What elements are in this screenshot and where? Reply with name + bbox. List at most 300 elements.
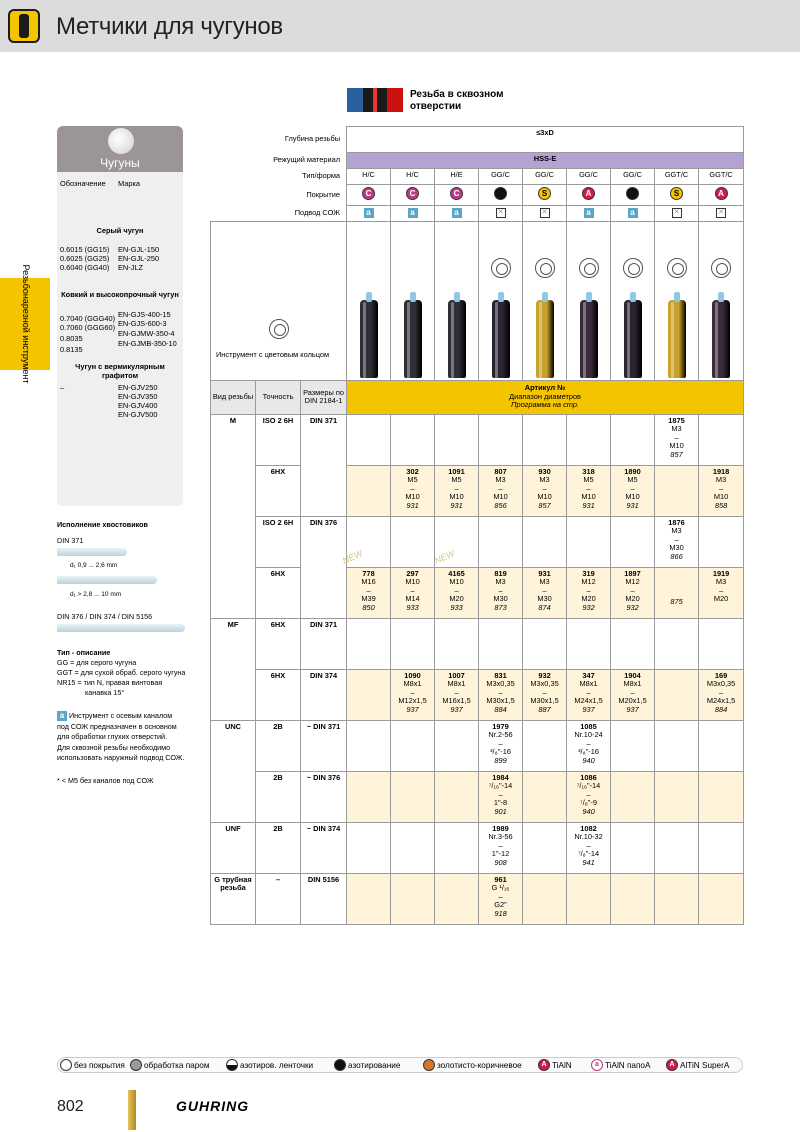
tap-logo-icon (8, 9, 40, 43)
program-page: 931 (450, 500, 463, 510)
range-to: M10 (669, 441, 684, 450)
tap-image-cell (699, 221, 744, 380)
row-label-coolant: Подвод СОЖ (294, 207, 341, 217)
article-cell (523, 516, 567, 567)
tap-image (448, 300, 466, 378)
range-to: M10 (625, 492, 640, 501)
color-ring-icon (392, 258, 433, 284)
article-cell (567, 516, 611, 567)
coolant-cell (391, 205, 435, 221)
article-cell: 931 M3 – M30 874 (523, 567, 567, 618)
shank-din371: DIN 371 (57, 536, 84, 545)
article-number: 169 (714, 670, 728, 680)
tap-image-cell (567, 221, 611, 380)
article-cell (347, 465, 391, 516)
article-cell (699, 414, 744, 465)
article-cell (347, 822, 391, 873)
range-to: 1"-8 (493, 798, 508, 807)
ball-icon (108, 128, 134, 154)
type-cell: GG/C (479, 169, 523, 185)
type-cell: GG/C (523, 169, 567, 185)
article-cell: 1890 M5 – M10 931 (611, 465, 655, 516)
article-number: 831 (494, 670, 507, 680)
range-to: M14 (405, 594, 420, 603)
article-cell (435, 771, 479, 822)
tap-image-cell (611, 221, 655, 380)
coolant-none-icon: ✕ (540, 208, 550, 218)
gold-bar (128, 1090, 136, 1130)
tap-table (210, 126, 744, 925)
legend-label: TiAlN (552, 1061, 572, 1070)
article-cell: 1979 Nr.2-56 – ³/₈"-16 899 (479, 720, 523, 771)
range-from: M5 (583, 475, 594, 484)
accuracy-cell: 6HX (256, 567, 301, 618)
size-cell: ~ DIN 374 (301, 822, 347, 873)
program-page: 850 (362, 602, 375, 612)
range-to: M16x1,5 (442, 696, 471, 705)
shank-title: Исполнение хвостовиков (57, 520, 148, 529)
program-page: 937 (450, 704, 463, 714)
coating-cell (435, 185, 479, 206)
article-cell (479, 618, 523, 669)
grade-name: EN-GJL-150 (118, 245, 160, 254)
prog-label: Программа на стр. (511, 400, 580, 410)
range-to: M24x1,5 (706, 696, 736, 705)
coolant-cell (699, 205, 744, 221)
col-accuracy: Точность (256, 380, 301, 414)
grade-name: EN-GJS-600-3 (118, 319, 167, 328)
article-number: 1091 (448, 466, 465, 476)
article-cell (391, 516, 435, 567)
tap-image-cell (435, 221, 479, 380)
article-cell (611, 516, 655, 567)
article-cell: 1897 M12 – M20 932 (611, 567, 655, 618)
article-cell (391, 414, 435, 465)
legend-label: азотирование (348, 1061, 401, 1070)
program-page: 856 (494, 500, 507, 510)
article-cell (523, 771, 567, 822)
coolant-cell (567, 205, 611, 221)
range-to: ⁷/₈"-9 (580, 798, 598, 807)
range-to: M30 (669, 543, 684, 552)
type-cell: GGT/C (699, 169, 744, 185)
range-from: M16 (361, 577, 376, 586)
program-page: 874 (538, 602, 551, 612)
article-cell: 1904 M8x1 – M20x1,5 937 (611, 669, 655, 720)
program-page: 931 (626, 500, 639, 510)
coolant-none-icon: ✕ (672, 208, 682, 218)
type-desc-title: Тип - описание (57, 648, 111, 657)
type-cell: GGT/C (655, 169, 699, 185)
legend-label: TiAlN папоA (605, 1061, 651, 1070)
coating-badge-icon: S (538, 187, 551, 200)
article-cell (391, 822, 435, 873)
article-cell (655, 669, 699, 720)
tap-image (712, 300, 730, 378)
size-cell: DIN 371 (301, 414, 347, 516)
coolant-none-icon: ✕ (716, 208, 726, 218)
article-cell (611, 414, 655, 465)
legend-label: азотиров. ленточки (240, 1061, 314, 1070)
range-from: M3 (715, 475, 727, 484)
coolant-internal-icon: a (452, 208, 462, 218)
article-cell (655, 465, 699, 516)
article-cell (699, 516, 744, 567)
range-to: M30 (537, 594, 552, 603)
range-to: M30 (493, 594, 508, 603)
program-page: 937 (406, 704, 419, 714)
range-from: Nr.10-24 (574, 730, 603, 739)
legend-label: обработка паром (144, 1061, 210, 1070)
article-number: 1007 (448, 670, 465, 680)
tap-image (360, 300, 378, 378)
grade-name: EN-GJMB-350-10 (118, 339, 177, 348)
article-cell: 1989 Nr.3-56 – 1"-12 908 (479, 822, 523, 873)
article-cell: 807 M3 – M10 856 (479, 465, 523, 516)
legend-item (538, 1058, 572, 1074)
grade-name: EN-GJV500 (118, 410, 158, 419)
accuracy-cell: – (256, 873, 301, 924)
article-number: 1082 (580, 823, 597, 833)
range-from: M8x1 (403, 679, 422, 688)
coolant-cell (347, 205, 391, 221)
coating-1-icon (130, 1059, 142, 1071)
shank-image-1 (57, 548, 127, 556)
grade-name: EN-GJV350 (118, 392, 158, 401)
article-number: 1979 (492, 721, 509, 731)
accuracy-cell: 6HX (256, 669, 301, 720)
article-number: 807 (494, 466, 507, 476)
article-cell: 1086 ⁷/₁₆"-14 – ⁷/₈"-9 940 (567, 771, 611, 822)
grade-code: 0.7040 (GGG40) (60, 314, 116, 323)
grade-code: 0.6025 (GG25) (60, 254, 110, 263)
coating-badge-icon: C (450, 187, 463, 200)
row-label-material: Режущий материал (273, 155, 341, 165)
article-cell (347, 720, 391, 771)
range-from: M8x1 (579, 679, 598, 688)
article-cell (435, 720, 479, 771)
accuracy-cell: 6HX (256, 618, 301, 669)
range-from: M3x0,35 (530, 679, 559, 688)
coating-3-icon (334, 1059, 346, 1071)
range-to: M10 (449, 492, 464, 501)
article-cell (523, 873, 567, 924)
article-cell: 1082 Nr.10-32 – ⁷/₈"-14 941 (567, 822, 611, 873)
color-ring-icon (480, 258, 521, 284)
range-to: ⁷/₈"-14 (577, 849, 600, 858)
color-ring-icon (348, 258, 389, 284)
article-cell: 932 M3x0,35 – M30x1,5 887 (523, 669, 567, 720)
tap-image-cell (347, 221, 391, 380)
range-to: M10 (581, 492, 596, 501)
article-number: 1904 (624, 670, 641, 680)
program-page: 866 (670, 551, 683, 561)
side-tab[interactable]: Резьбонарезной инструмент (0, 278, 50, 370)
range-from: M8x1 (623, 679, 642, 688)
coating-4-icon (423, 1059, 435, 1071)
col-size: Размеры по DIN 2184-1 (301, 380, 347, 414)
col-grade: Марка (118, 179, 140, 188)
article-cell (435, 414, 479, 465)
article-cell (655, 618, 699, 669)
range-to: G2" (494, 900, 507, 909)
range-from: M3x0,35 (706, 679, 736, 688)
article-cell: 1090 M8x1 – M12x1,5 937 (391, 669, 435, 720)
coating-legend (57, 1057, 743, 1073)
article-cell: 1085 Nr.10-24 – ³/₈"-16 940 (567, 720, 611, 771)
range-from: M3 (715, 577, 727, 586)
article-number: 347 (582, 670, 595, 680)
article-cell: 961 G ¹/₁₆ – G2" 918 (479, 873, 523, 924)
range-to: M10 (493, 492, 508, 501)
size-cell: ~ DIN 376 (301, 771, 347, 822)
type-cell: GG/C (567, 169, 611, 185)
ring-legend-icon (212, 319, 345, 342)
coolant-cell (435, 205, 479, 221)
accuracy-cell: 2B (256, 771, 301, 822)
article-number: 932 (538, 670, 551, 680)
article-cell (435, 618, 479, 669)
article-cell (347, 771, 391, 822)
coating-badge-icon (626, 187, 639, 200)
article-cell (523, 822, 567, 873)
coating-cell (567, 185, 611, 206)
program-page: 887 (538, 704, 551, 714)
type-ggt: GGT = для сухой обраб. серого чугуна (57, 668, 186, 677)
grade-name: EN-GJV400 (118, 401, 158, 410)
article-cell (699, 720, 744, 771)
article-number: 1989 (492, 823, 509, 833)
article-cell: 778 M16 – M39 850 (347, 567, 391, 618)
program-page: 937 (626, 704, 639, 714)
tap-image (624, 300, 642, 378)
coolant-internal-icon: a (408, 208, 418, 218)
grade-name: EN-JLZ (118, 263, 144, 272)
article-number: 297 (406, 568, 419, 578)
program-page: 937 (582, 704, 595, 714)
page-number: 802 (57, 1098, 84, 1115)
vermicular-title: Чугун с вермикулярным графитом (75, 362, 165, 380)
accuracy-cell: 6HX (256, 465, 301, 516)
grey-title: Серый чугун (96, 226, 144, 235)
article-number: 961 (494, 874, 507, 884)
program-page: 901 (494, 806, 507, 816)
article-number: 302 (406, 466, 419, 476)
range-to: M30x1,5 (486, 696, 515, 705)
article-cell (479, 516, 523, 567)
article-header (347, 380, 744, 414)
article-cell (611, 720, 655, 771)
article-cell: 318 M5 – M10 931 (567, 465, 611, 516)
grade-name: EN-GJL-250 (118, 254, 160, 263)
range-to: M24x1,5 (574, 696, 603, 705)
coolant-cell (655, 205, 699, 221)
article-cell (523, 618, 567, 669)
coating-cell (347, 185, 391, 206)
program-page: 884 (714, 704, 728, 714)
legend-item (334, 1058, 400, 1074)
footnote: * < M5 без каналов под СОЖ (57, 776, 154, 785)
article-cell: 302 M5 – M10 931 (391, 465, 435, 516)
article-cell (611, 822, 655, 873)
range-to: M20 (449, 594, 464, 603)
program-page: 940 (582, 755, 595, 765)
col-designation: Обозначение (60, 179, 106, 188)
thread-kind-cell: G трубная резьба (211, 873, 256, 924)
coating-cell (611, 185, 655, 206)
article-cell: 819 M3 – M30 873 (479, 567, 523, 618)
article-cell (655, 771, 699, 822)
article-number: 1876 (668, 517, 685, 527)
page-title: Метчики для чугунов (56, 13, 283, 40)
coating-cell (391, 185, 435, 206)
article-number: 1890 (624, 466, 641, 476)
article-number: 1085 (580, 721, 597, 731)
type-gg: GG = для серого чугуна (57, 658, 137, 667)
grade-code: 0.8035 (60, 334, 83, 343)
range-from: Nr.2-56 (488, 730, 513, 739)
range-to: M12x1,5 (398, 696, 427, 705)
article-cell (347, 618, 391, 669)
program-page: 873 (494, 602, 507, 612)
range-to: 1"-12 (491, 849, 510, 858)
coating-6-icon: a (591, 1059, 603, 1071)
legend-item (591, 1058, 650, 1074)
thread-type-label: Резьба в сквозном отверстии (410, 89, 504, 112)
range-from: M3 (495, 475, 506, 484)
program-page: 858 (714, 500, 728, 510)
article-cell: 1091 M5 – M10 931 (435, 465, 479, 516)
program-page: 931 (582, 500, 595, 510)
malleable-title: Ковкий и высокопрочный чугун (61, 290, 179, 299)
range-from: G ¹/₁₆ (491, 883, 510, 892)
article-cell: 1919 M3 – M20 (699, 567, 744, 618)
accuracy-cell: ISO 2 6H (256, 516, 301, 567)
program-page: 932 (626, 602, 639, 612)
size-cell: DIN 376 (301, 516, 347, 618)
article-number: 1984 (492, 772, 509, 782)
new-tag-2: NEW (432, 548, 457, 566)
article-cell (699, 822, 744, 873)
brand-logo: GUHRING (176, 1098, 250, 1114)
article-cell (347, 873, 391, 924)
article-cell (523, 414, 567, 465)
article-cell (391, 771, 435, 822)
page-header (0, 0, 800, 52)
legend-label: золотисто-коричневое (437, 1061, 522, 1070)
thread-kind-cell: MF (211, 618, 256, 720)
article-cell (479, 414, 523, 465)
article-cell (699, 771, 744, 822)
article-number: 778 (362, 568, 375, 578)
vermicular-code: – (60, 383, 65, 392)
article-number: 1086 (580, 772, 597, 782)
range-from: M12 (581, 577, 596, 586)
coolant-internal-icon: a (628, 208, 638, 218)
coolant-none-icon: ✕ (496, 208, 506, 218)
article-number: 930 (538, 466, 551, 476)
type-nr15-b: канавка 15° (85, 688, 125, 697)
legend-label: AlTiN SuperA (680, 1061, 730, 1070)
accuracy-cell: 2B (256, 720, 301, 771)
range-from: M10 (405, 577, 420, 586)
coating-cell (655, 185, 699, 206)
legend-item (666, 1058, 729, 1074)
tap-image (492, 300, 510, 378)
note-a-4: Для сквозной резьбы необходимо (57, 743, 171, 752)
program-page: 933 (450, 602, 463, 612)
note-a-1: Инструмент с осевым каналом (69, 711, 173, 720)
shank-din376: DIN 376 / DIN 374 / DIN 5156 (57, 612, 153, 621)
article-cell (523, 720, 567, 771)
range-to: M20 (625, 594, 640, 603)
color-ring-icon (612, 258, 653, 284)
range-from: M3 (671, 526, 682, 535)
program-page: 899 (494, 755, 507, 765)
tap-image-cell (391, 221, 435, 380)
program-page: 933 (406, 602, 419, 612)
article-cell: 1876 M3 – M30 866 (655, 516, 699, 567)
range-from: M3 (671, 424, 682, 433)
program-page: 857 (538, 500, 551, 510)
size-cell: DIN 374 (301, 669, 347, 720)
coolant-cell (523, 205, 567, 221)
article-cell: 4165 M10 – M20 933 (435, 567, 479, 618)
accuracy-cell: ISO 2 6H (256, 414, 301, 465)
article-number: 1897 (624, 568, 641, 578)
range-label: Диапазон диаметров (509, 391, 581, 401)
article-cell (391, 618, 435, 669)
article-number: 931 (538, 568, 551, 578)
legend-label: без покрытия (74, 1061, 125, 1070)
range-to: M30x1,5 (530, 696, 559, 705)
article-cell: 1875 M3 – M10 857 (655, 414, 699, 465)
range-from: M3x0,35 (486, 679, 515, 688)
range-from: M5 (407, 475, 418, 484)
type-cell: H/E (435, 169, 479, 185)
thread-kind-cell: UNF (211, 822, 256, 873)
range-to: ³/₈"-16 (490, 747, 511, 756)
range-from: M3 (539, 475, 550, 484)
size-cell: DIN 371 (301, 618, 347, 669)
depth-cell: ≤3xD (347, 127, 744, 153)
article-number: 319 (582, 568, 595, 578)
grade-code: 0.8135 (60, 345, 83, 354)
coolant-internal-icon: a (584, 208, 594, 218)
grade-code: 0.6040 (GG40) (60, 263, 110, 272)
coating-badge-icon: C (362, 187, 375, 200)
coating-cell (699, 185, 744, 206)
coating-cell (479, 185, 523, 206)
coating-badge-icon: A (715, 187, 728, 200)
range-from: M10 (449, 577, 464, 586)
legend-item (130, 1058, 209, 1074)
tap-image-cell (523, 221, 567, 380)
note-a-3: для обработки глухих отверстий. (57, 732, 168, 741)
panel-title: Чугуны (100, 156, 140, 170)
article-cell (567, 873, 611, 924)
article-cell (435, 822, 479, 873)
legend-item (423, 1058, 522, 1074)
range-from: ⁷/₁₆"-14 (576, 781, 601, 790)
range-to: M39 (361, 594, 376, 603)
range-to: M10 (405, 492, 420, 501)
article-cell (567, 414, 611, 465)
article-cell (567, 618, 611, 669)
color-ring-icon (436, 258, 477, 284)
range-to: ³/₈"-16 (578, 747, 599, 756)
program-page: 932 (582, 602, 595, 612)
